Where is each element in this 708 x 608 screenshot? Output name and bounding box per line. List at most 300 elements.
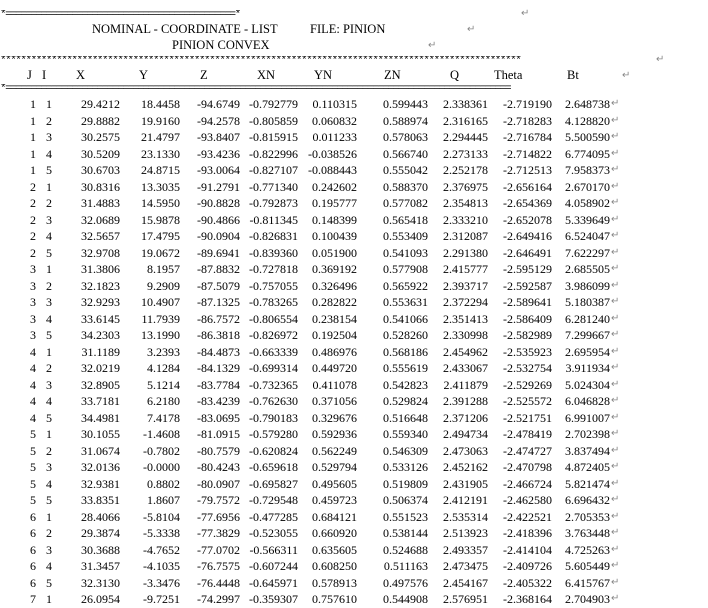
- cell-j: 4: [30, 377, 36, 392]
- cell-y: 1.8607: [147, 493, 180, 507]
- cell-yn: 0.148399: [312, 212, 357, 227]
- table-row: [0, 542, 708, 559]
- table-row: [0, 129, 708, 146]
- table-row: [0, 162, 708, 179]
- cell-bt: 2.685505: [565, 262, 610, 276]
- cell-y: -5.3338: [143, 526, 180, 540]
- cell-zn: 0.551523: [383, 509, 428, 524]
- paragraph-mark-icon: ↵: [611, 510, 620, 522]
- cell-q: 2.535314: [443, 509, 488, 524]
- table-row: [0, 509, 708, 526]
- table-row: [0, 575, 708, 592]
- cell-zn: 0.588974: [383, 113, 428, 128]
- paragraph-mark-icon: ↵: [611, 197, 620, 208]
- cell-y: 19.9160: [141, 113, 180, 128]
- paragraph-mark-icon: ↵: [467, 24, 476, 35]
- cell-theta: -2.712513: [503, 163, 552, 177]
- cell-x: 32.9708: [81, 245, 120, 260]
- cell-yn: 0.192504: [312, 328, 357, 342]
- paragraph-mark-icon: ↵: [611, 395, 620, 406]
- cell-i: 3: [46, 295, 52, 309]
- cell-x: 29.8882: [81, 113, 120, 128]
- cell-yn: 0.060832: [312, 113, 357, 128]
- cell-q: 2.431905: [443, 476, 488, 491]
- cell-y: 15.9878: [141, 212, 180, 227]
- cell-y: 10.4907: [141, 295, 180, 309]
- cell-j: 3: [30, 262, 36, 276]
- cell-yn: 0.459723: [312, 493, 357, 507]
- cell-bt: 4.872405: [565, 460, 610, 474]
- cell-yn: 0.562249: [312, 443, 357, 458]
- cell-q: 2.351413: [443, 311, 488, 326]
- cell-x: 32.8905: [81, 377, 120, 392]
- cell-x: 31.4883: [81, 196, 120, 210]
- cell-j: 6: [30, 575, 36, 590]
- cell-theta: -2.535923: [503, 344, 552, 359]
- cell-yn: 0.329676: [312, 410, 357, 425]
- cell-y: -0.0000: [143, 460, 180, 474]
- cell-bt: 2.705353: [565, 509, 610, 524]
- col-i: I: [42, 68, 47, 82]
- table-row: [0, 525, 708, 542]
- cell-theta: -2.521751: [503, 410, 552, 425]
- cell-yn: 0.051900: [312, 245, 357, 260]
- cell-j: 6: [30, 542, 36, 557]
- cell-zn: 0.542823: [383, 377, 428, 392]
- cell-yn: 0.326496: [312, 278, 357, 293]
- cell-z: -79.7572: [197, 493, 240, 507]
- cell-j: 5: [30, 493, 36, 507]
- paragraph-mark-icon: ↵: [611, 576, 620, 588]
- cell-theta: -2.466724: [503, 476, 552, 491]
- cell-zn: 0.555042: [383, 163, 428, 177]
- cell-xn: -0.695827: [249, 476, 298, 491]
- page-subtitle: PINION CONVEX: [172, 38, 270, 52]
- cell-y: -0.7802: [143, 443, 180, 458]
- table-row: [0, 327, 708, 344]
- cell-theta: -2.646491: [503, 245, 552, 260]
- cell-xn: -0.822996: [249, 146, 298, 161]
- cell-z: -77.6956: [197, 509, 240, 524]
- cell-j: 2: [30, 179, 36, 194]
- cell-z: -87.1325: [197, 295, 240, 309]
- cell-j: 1: [30, 113, 36, 128]
- paragraph-mark-icon: ↵: [611, 593, 620, 604]
- paragraph-mark-icon: ↵: [611, 279, 620, 291]
- paragraph-mark-icon: ↵: [611, 345, 620, 357]
- cell-i: 3: [46, 542, 52, 557]
- cell-x: 30.3688: [81, 542, 120, 557]
- cell-q: 2.473063: [443, 443, 488, 458]
- cell-y: -9.7251: [143, 592, 180, 606]
- cell-yn: 0.592936: [312, 427, 357, 441]
- cell-j: 5: [30, 443, 36, 458]
- cell-q: 2.371206: [443, 410, 488, 425]
- cell-z: -80.4243: [197, 460, 240, 474]
- cell-j: 4: [30, 344, 36, 359]
- cell-z: -87.8832: [197, 262, 240, 276]
- cell-y: 3.2393: [147, 344, 180, 359]
- cell-yn: 0.100439: [312, 229, 357, 243]
- cell-x: 30.1055: [81, 427, 120, 441]
- table-row: [0, 393, 708, 410]
- cell-i: 5: [46, 328, 52, 342]
- cell-i: 4: [46, 311, 52, 326]
- cell-yn: 0.011233: [312, 130, 357, 144]
- cell-i: 2: [46, 526, 52, 540]
- cell-bt: 2.648738: [565, 97, 610, 111]
- cell-z: -83.0695: [197, 410, 240, 425]
- cell-theta: -2.714822: [503, 146, 552, 161]
- cell-z: -90.0904: [197, 229, 240, 243]
- table-row: [0, 146, 708, 163]
- paragraph-mark-icon: ↵: [611, 263, 620, 274]
- cell-i: 4: [46, 146, 52, 161]
- cell-yn: 0.495605: [312, 476, 357, 491]
- paragraph-mark-icon: ↵: [611, 560, 620, 571]
- cell-q: 2.452162: [443, 460, 488, 474]
- cell-x: 33.6145: [81, 311, 120, 326]
- paragraph-mark-icon: ↵: [611, 312, 620, 324]
- cell-xn: -0.607244: [249, 559, 298, 573]
- cell-q: 2.454962: [443, 344, 488, 359]
- cell-y: -1.4608: [143, 427, 180, 441]
- cell-x: 33.8351: [81, 493, 120, 507]
- cell-x: 31.3806: [81, 262, 120, 276]
- cell-theta: -2.654369: [503, 196, 552, 210]
- cell-x: 32.9381: [81, 476, 120, 491]
- cell-theta: -2.422521: [503, 509, 552, 524]
- cell-i: 4: [46, 229, 52, 243]
- cell-yn: 0.608250: [312, 559, 357, 573]
- cell-j: 3: [30, 278, 36, 293]
- cell-z: -80.7579: [197, 443, 240, 458]
- table-row: [0, 278, 708, 295]
- cell-i: 4: [46, 476, 52, 491]
- cell-yn: 0.242602: [312, 179, 357, 194]
- cell-y: 17.4795: [141, 229, 180, 243]
- cell-j: 3: [30, 311, 36, 326]
- header-rule: *===================================================================================================: [0, 84, 511, 94]
- cell-i: 2: [46, 278, 52, 293]
- cell-bt: 2.695954: [565, 344, 610, 359]
- cell-theta: -2.582989: [503, 328, 552, 342]
- cell-xn: -0.699314: [249, 361, 298, 375]
- cell-bt: 4.058902: [565, 196, 610, 210]
- cell-j: 4: [30, 361, 36, 375]
- cell-xn: -0.783265: [249, 295, 298, 309]
- cell-zn: 0.565922: [383, 278, 428, 293]
- cell-q: 2.354813: [443, 196, 488, 210]
- paragraph-mark-icon: ↵: [611, 477, 620, 489]
- cell-z: -90.4866: [197, 212, 240, 227]
- cell-z: -87.5079: [197, 278, 240, 293]
- star-rule: ******************************************************************************************************: [0, 56, 521, 66]
- table-row: [0, 360, 708, 377]
- cell-yn: 0.635605: [312, 542, 357, 557]
- cell-xn: -0.566311: [249, 542, 298, 557]
- top-rule: *=============================================*: [0, 10, 240, 20]
- cell-y: 24.8715: [141, 163, 180, 177]
- cell-i: 5: [46, 493, 52, 507]
- cell-zn: 0.519809: [383, 476, 428, 491]
- table-row: [0, 410, 708, 427]
- cell-bt: 6.991007: [565, 410, 610, 425]
- cell-x: 30.6703: [81, 163, 120, 177]
- cell-zn: 0.533126: [383, 460, 428, 474]
- table-row: [0, 492, 708, 509]
- cell-bt: 6.696432: [565, 493, 610, 507]
- cell-i: 1: [46, 427, 52, 441]
- cell-theta: -2.409726: [503, 559, 552, 573]
- cell-bt: 3.986099: [565, 278, 610, 293]
- cell-i: 2: [46, 443, 52, 458]
- cell-y: -4.7652: [143, 542, 180, 557]
- cell-y: 7.4178: [147, 410, 180, 425]
- cell-zn: 0.566740: [383, 146, 428, 161]
- cell-xn: -0.839360: [249, 245, 298, 260]
- cell-xn: -0.762630: [249, 394, 298, 408]
- paragraph-mark-icon: ↵: [611, 461, 620, 472]
- cell-i: 2: [46, 196, 52, 210]
- cell-theta: -2.589641: [503, 295, 552, 309]
- table-row: [0, 261, 708, 278]
- cell-x: 32.3130: [81, 575, 120, 590]
- table-row: [0, 311, 708, 328]
- cell-xn: -0.790183: [249, 410, 298, 425]
- cell-yn: -0.038526: [308, 146, 357, 161]
- cell-bt: 7.622297: [565, 245, 610, 260]
- cell-xn: -0.620824: [249, 443, 298, 458]
- cell-x: 32.5657: [81, 229, 120, 243]
- paragraph-mark-icon: ↵: [611, 362, 620, 373]
- paragraph-mark-icon: ↵: [611, 378, 620, 390]
- cell-j: 3: [30, 328, 36, 342]
- cell-zn: 0.528260: [383, 328, 428, 342]
- cell-q: 2.372294: [443, 295, 488, 309]
- cell-i: 4: [46, 394, 52, 408]
- paragraph-mark-icon: ↵: [521, 8, 530, 19]
- cell-xn: -0.645971: [249, 575, 298, 590]
- cell-i: 5: [46, 245, 52, 260]
- paragraph-mark-icon: ↵: [611, 444, 620, 456]
- cell-z: -90.8828: [197, 196, 240, 210]
- cell-z: -84.1329: [197, 361, 240, 375]
- cell-bt: 6.524047: [565, 229, 610, 243]
- cell-i: 1: [46, 344, 52, 359]
- cell-xn: -0.805859: [249, 113, 298, 128]
- cell-bt: 3.837494: [565, 443, 610, 458]
- cell-xn: -0.811345: [249, 212, 298, 227]
- cell-y: -5.8104: [143, 509, 180, 524]
- cell-x: 30.2575: [81, 130, 120, 144]
- table-row: [0, 294, 708, 311]
- cell-x: 26.0954: [81, 592, 120, 606]
- cell-x: 31.3457: [81, 559, 120, 573]
- cell-i: 3: [46, 130, 52, 144]
- cell-y: 21.4797: [141, 130, 180, 144]
- cell-y: 11.7939: [141, 311, 180, 326]
- cell-j: 5: [30, 460, 36, 474]
- paragraph-mark-icon: ↵: [428, 40, 437, 51]
- cell-x: 32.0136: [81, 460, 120, 474]
- cell-q: 2.493357: [443, 542, 488, 557]
- cell-theta: -2.595129: [503, 262, 552, 276]
- paragraph-mark-icon: ↵: [611, 411, 620, 423]
- cell-zn: 0.529824: [383, 394, 428, 408]
- cell-yn: 0.282822: [312, 295, 357, 309]
- cell-xn: -0.827107: [249, 163, 298, 177]
- cell-theta: -2.718283: [503, 113, 552, 128]
- cell-zn: 0.565418: [383, 212, 428, 227]
- cell-z: -89.6941: [197, 245, 240, 260]
- cell-bt: 7.299667: [565, 328, 610, 342]
- cell-z: -81.0915: [197, 427, 240, 441]
- cell-theta: -2.529269: [503, 377, 552, 392]
- cell-zn: 0.577908: [383, 262, 428, 276]
- col-bt: Bt: [567, 68, 579, 82]
- cell-z: -84.4873: [197, 344, 240, 359]
- paragraph-mark-icon: ↵: [611, 543, 620, 555]
- cell-zn: 0.497576: [383, 575, 428, 590]
- cell-zn: 0.553409: [383, 229, 428, 243]
- cell-yn: 0.238154: [312, 311, 357, 326]
- cell-i: 4: [46, 559, 52, 573]
- cell-theta: -2.470798: [503, 460, 552, 474]
- cell-theta: -2.462580: [503, 493, 552, 507]
- cell-bt: 5.821474: [565, 476, 610, 491]
- cell-y: 18.4458: [141, 97, 180, 111]
- cell-z: -83.4239: [197, 394, 240, 408]
- cell-j: 2: [30, 212, 36, 227]
- paragraph-mark-icon: ↵: [611, 213, 620, 225]
- cell-theta: -2.649416: [503, 229, 552, 243]
- cell-yn: 0.684121: [312, 509, 357, 524]
- table-row: [0, 228, 708, 245]
- cell-j: 7: [30, 592, 36, 606]
- cell-xn: -0.771340: [249, 179, 298, 194]
- cell-xn: -0.826972: [249, 328, 298, 342]
- cell-yn: 0.449720: [312, 361, 357, 375]
- cell-zn: 0.538144: [383, 526, 428, 540]
- cell-j: 4: [30, 410, 36, 425]
- paragraph-mark-icon: ↵: [611, 114, 620, 126]
- cell-y: 0.8802: [147, 476, 180, 491]
- table-row: [0, 344, 708, 361]
- cell-zn: 0.599443: [383, 97, 428, 111]
- cell-z: -83.7784: [197, 377, 240, 392]
- cell-i: 5: [46, 163, 52, 177]
- paragraph-mark-icon: ↵: [611, 246, 620, 258]
- cell-yn: 0.757610: [312, 592, 357, 606]
- cell-q: 2.273133: [443, 146, 488, 161]
- cell-bt: 5.180387: [565, 295, 610, 309]
- cell-i: 3: [46, 460, 52, 474]
- cell-theta: -2.719190: [503, 97, 552, 111]
- cell-j: 6: [30, 526, 36, 540]
- cell-bt: 5.339649: [565, 212, 610, 227]
- cell-j: 6: [30, 559, 36, 573]
- cell-j: 2: [30, 229, 36, 243]
- cell-x: 31.0674: [81, 443, 120, 458]
- page-title: NOMINAL - COORDINATE - LIST: [92, 22, 278, 36]
- table-row: [0, 426, 708, 443]
- cell-j: 2: [30, 245, 36, 260]
- cell-yn: -0.088443: [308, 163, 357, 177]
- cell-y: 4.1284: [147, 361, 180, 375]
- cell-xn: -0.826831: [249, 229, 298, 243]
- cell-j: 1: [30, 163, 36, 177]
- paragraph-mark-icon: ↵: [656, 54, 665, 65]
- cell-i: 2: [46, 361, 52, 375]
- col-x: X: [76, 68, 86, 82]
- cell-y: -3.3476: [143, 575, 180, 590]
- cell-zn: 0.511163: [383, 559, 428, 573]
- cell-q: 2.393717: [443, 278, 488, 293]
- cell-theta: -2.652078: [503, 212, 552, 227]
- cell-z: -74.2997: [197, 592, 240, 606]
- cell-theta: -2.368164: [503, 592, 552, 606]
- cell-z: -80.0907: [197, 476, 240, 491]
- cell-zn: 0.524688: [383, 542, 428, 557]
- cell-bt: 5.024304: [565, 377, 610, 392]
- table-row: [0, 195, 708, 212]
- cell-q: 2.513923: [443, 526, 488, 540]
- cell-yn: 0.371056: [312, 394, 357, 408]
- cell-bt: 4.725263: [565, 542, 610, 557]
- cell-theta: -2.405322: [503, 575, 552, 590]
- table-row: [0, 96, 708, 113]
- table-row: [0, 179, 708, 196]
- table-row: [0, 476, 708, 493]
- cell-xn: -0.659618: [249, 460, 298, 474]
- cell-q: 2.316165: [443, 113, 488, 128]
- cell-z: -94.2578: [197, 113, 240, 128]
- cell-x: 32.1823: [81, 278, 120, 293]
- table-row: [0, 558, 708, 575]
- cell-j: 2: [30, 196, 36, 210]
- paragraph-mark-icon: ↵: [611, 329, 620, 340]
- cell-q: 2.294445: [443, 130, 488, 144]
- cell-x: 33.7181: [81, 394, 120, 408]
- cell-xn: -0.727818: [249, 262, 298, 276]
- cell-zn: 0.588370: [383, 179, 428, 194]
- cell-i: 5: [46, 410, 52, 425]
- cell-yn: 0.578913: [312, 575, 357, 590]
- cell-bt: 2.702398: [565, 427, 610, 441]
- col-zn: ZN: [384, 68, 401, 82]
- cell-theta: -2.525572: [503, 394, 552, 408]
- cell-bt: 5.605449: [565, 559, 610, 573]
- cell-q: 2.376975: [443, 179, 488, 194]
- cell-i: 3: [46, 212, 52, 227]
- cell-zn: 0.546309: [383, 443, 428, 458]
- cell-q: 2.433067: [443, 361, 488, 375]
- cell-yn: 0.369192: [312, 262, 357, 276]
- cell-x: 32.0689: [81, 212, 120, 227]
- cell-bt: 2.670170: [565, 179, 610, 194]
- cell-x: 34.2303: [81, 328, 120, 342]
- cell-x: 29.4212: [81, 97, 120, 111]
- paragraph-mark-icon: ↵: [611, 98, 620, 109]
- table-row: [0, 459, 708, 476]
- cell-i: 1: [46, 179, 52, 194]
- cell-theta: -2.586409: [503, 311, 552, 326]
- col-yn: YN: [314, 68, 333, 82]
- cell-q: 2.411879: [443, 377, 488, 392]
- cell-x: 32.9293: [81, 295, 120, 309]
- cell-yn: 0.529794: [312, 460, 357, 474]
